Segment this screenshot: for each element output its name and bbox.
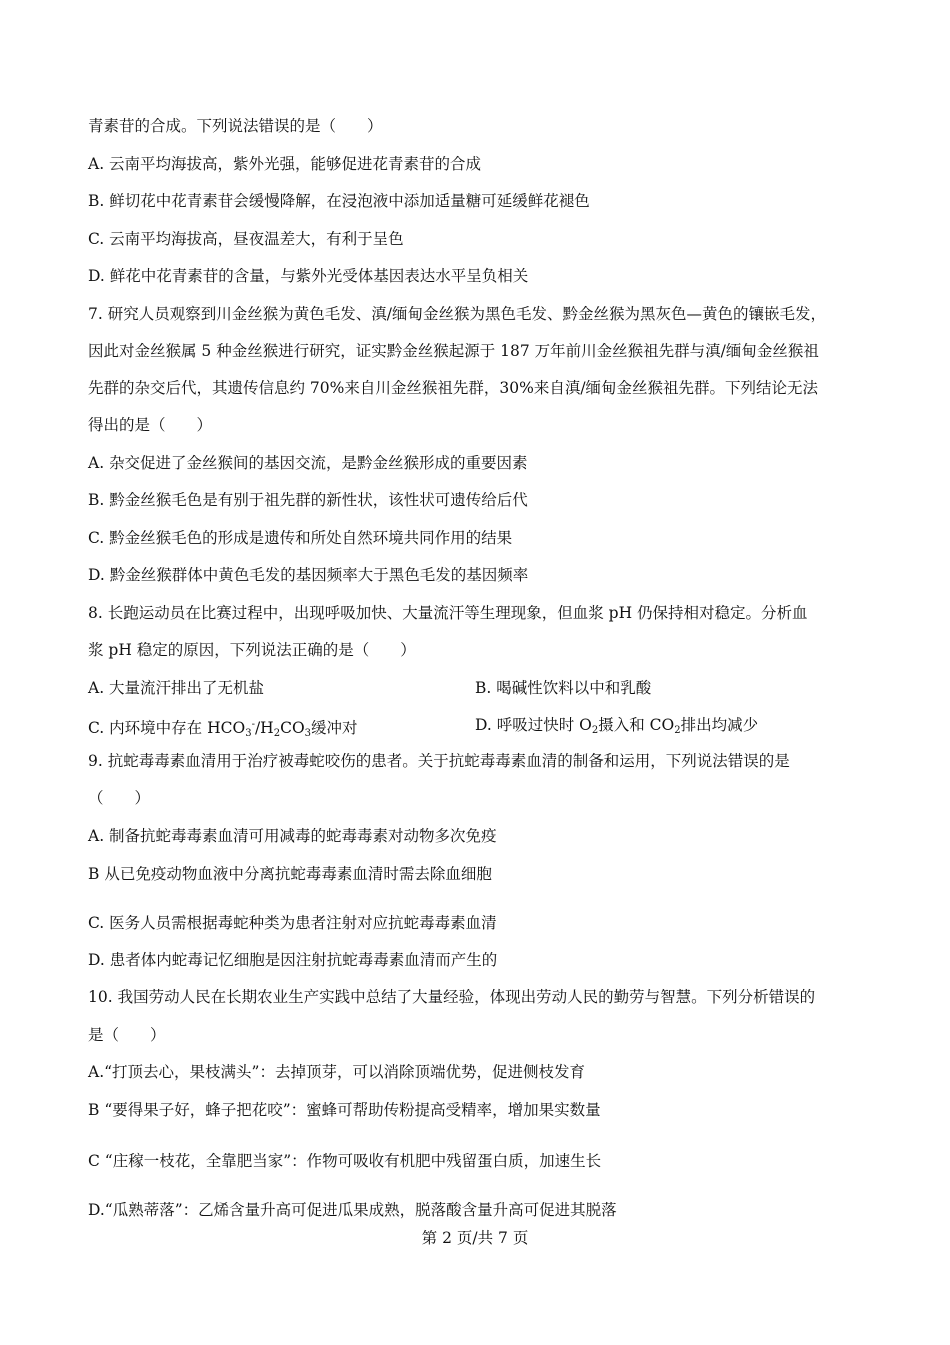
q8-option-c: C. 内环境中存在 $HCO_3^-/H_2CO_3$缓冲对 — [88, 719, 358, 739]
q10-stem-line2: 是（ ） — [88, 1026, 166, 1044]
q10-option-a: A.“打顶去心，果枝满头”：去掉顶芽，可以消除顶端优势，促进侧枝发育 — [88, 1063, 585, 1081]
q10-option-d: D.“瓜熟蒂落”：乙烯含量升高可促进瓜果成熟，脱落酸含量升高可促进其脱落 — [88, 1201, 617, 1219]
q9-option-a: A. 制备抗蛇毒毒素血清可用减毒的蛇毒毒素对动物多次免疫 — [88, 827, 497, 845]
q7-option-d: D. 黔金丝猴群体中黄色毛发的基因频率大于黑色毛发的基因频率 — [88, 566, 529, 584]
q7-option-c: C. 黔金丝猴毛色的形成是遗传和所处自然环境共同作用的结果 — [88, 529, 513, 547]
q9-stem-line1: 9. 抗蛇毒毒素血清用于治疗被毒蛇咬伤的患者。关于抗蛇毒毒素血清的制备和运用，下列说法错误的是 — [88, 752, 790, 770]
q7-option-b: B. 黔金丝猴毛色是有别于祖先群的新性状，该性状可遗传给后代 — [88, 491, 528, 509]
q9-stem-line2: （ ） — [88, 789, 151, 807]
q6-option-c: C. 云南平均海拔高，昼夜温差大，有利于呈色 — [88, 230, 404, 248]
q6-stem-tail: 青素苷的合成。下列说法错误的是（ ） — [88, 117, 383, 135]
q9-option-b: B 从已免疫动物血液中分离抗蛇毒毒素血清时需去除血细胞 — [88, 865, 492, 883]
q8-option-a: A. 大量流汗排出了无机盐 — [88, 679, 265, 697]
q10-option-b: B “要得果子好，蜂子把花咬”：蜜蜂可帮助传粉提高受精率，增加果实数量 — [88, 1101, 601, 1119]
q7-stem-line2: 因此对金丝猴属 5 种金丝猴进行研究，证实黔金丝猴起源于 187 万年前川金丝猴祖先群与滇/缅甸金丝猴祖 — [88, 342, 819, 360]
q8-stem-line2: 浆 pH 稳定的原因，下列说法正确的是（ ） — [88, 641, 416, 659]
q7-stem-line3: 先群的杂交后代，其遗传信息约 70%来自川金丝猴祖先群，30%来自滇/缅甸金丝猴祖先群。下列结论无法 — [88, 379, 819, 397]
q7-stem-line4: 得出的是（ ） — [88, 416, 213, 434]
page-footer: 第 2 页/共 7 页 — [421, 1229, 529, 1247]
q10-option-c: C “庄稼一枝花，全靠肥当家”：作物可吸收有机肥中残留蛋白质，加速生长 — [88, 1152, 602, 1170]
q6-option-a: A. 云南平均海拔高，紫外光强，能够促进花青素苷的合成 — [88, 155, 482, 173]
q6-option-b: B. 鲜切花中花青素苷会缓慢降解，在浸泡液中添加适量糖可延缓鲜花褪色 — [88, 192, 590, 210]
q7-stem-line1: 7. 研究人员观察到川金丝猴为黄色毛发、滇/缅甸金丝猴为黑色毛发、黔金丝猴为黑灰色—黄色的镶嵌毛发， — [88, 305, 826, 323]
q8-stem-line1: 8. 长跑运动员在比赛过程中，出现呼吸加快、大量流汗等生理现象，但血浆 pH 仍保持相对稳定。分析血 — [88, 604, 808, 622]
q10-stem-line1: 10. 我国劳动人民在长期农业生产实践中总结了大量经验，体现出劳动人民的勤劳与智慧。下列分析错误的 — [88, 988, 816, 1006]
q9-option-c: C. 医务人员需根据毒蛇种类为患者注射对应抗蛇毒毒素血清 — [88, 914, 497, 932]
q8-option-b: B. 喝碱性饮料以中和乳酸 — [475, 679, 652, 697]
q7-option-a: A. 杂交促进了金丝猴间的基因交流，是黔金丝猴形成的重要因素 — [88, 454, 528, 472]
q8-option-d: D. 呼吸过快时 $O_2$摄入和 $CO_2$排出均减少 — [475, 716, 759, 736]
q9-option-d: D. 患者体内蛇毒记忆细胞是因注射抗蛇毒毒素血清而产生的 — [88, 951, 498, 969]
q6-option-d: D. 鲜花中花青素苷的含量，与紫外光受体基因表达水平呈负相关 — [88, 267, 529, 285]
